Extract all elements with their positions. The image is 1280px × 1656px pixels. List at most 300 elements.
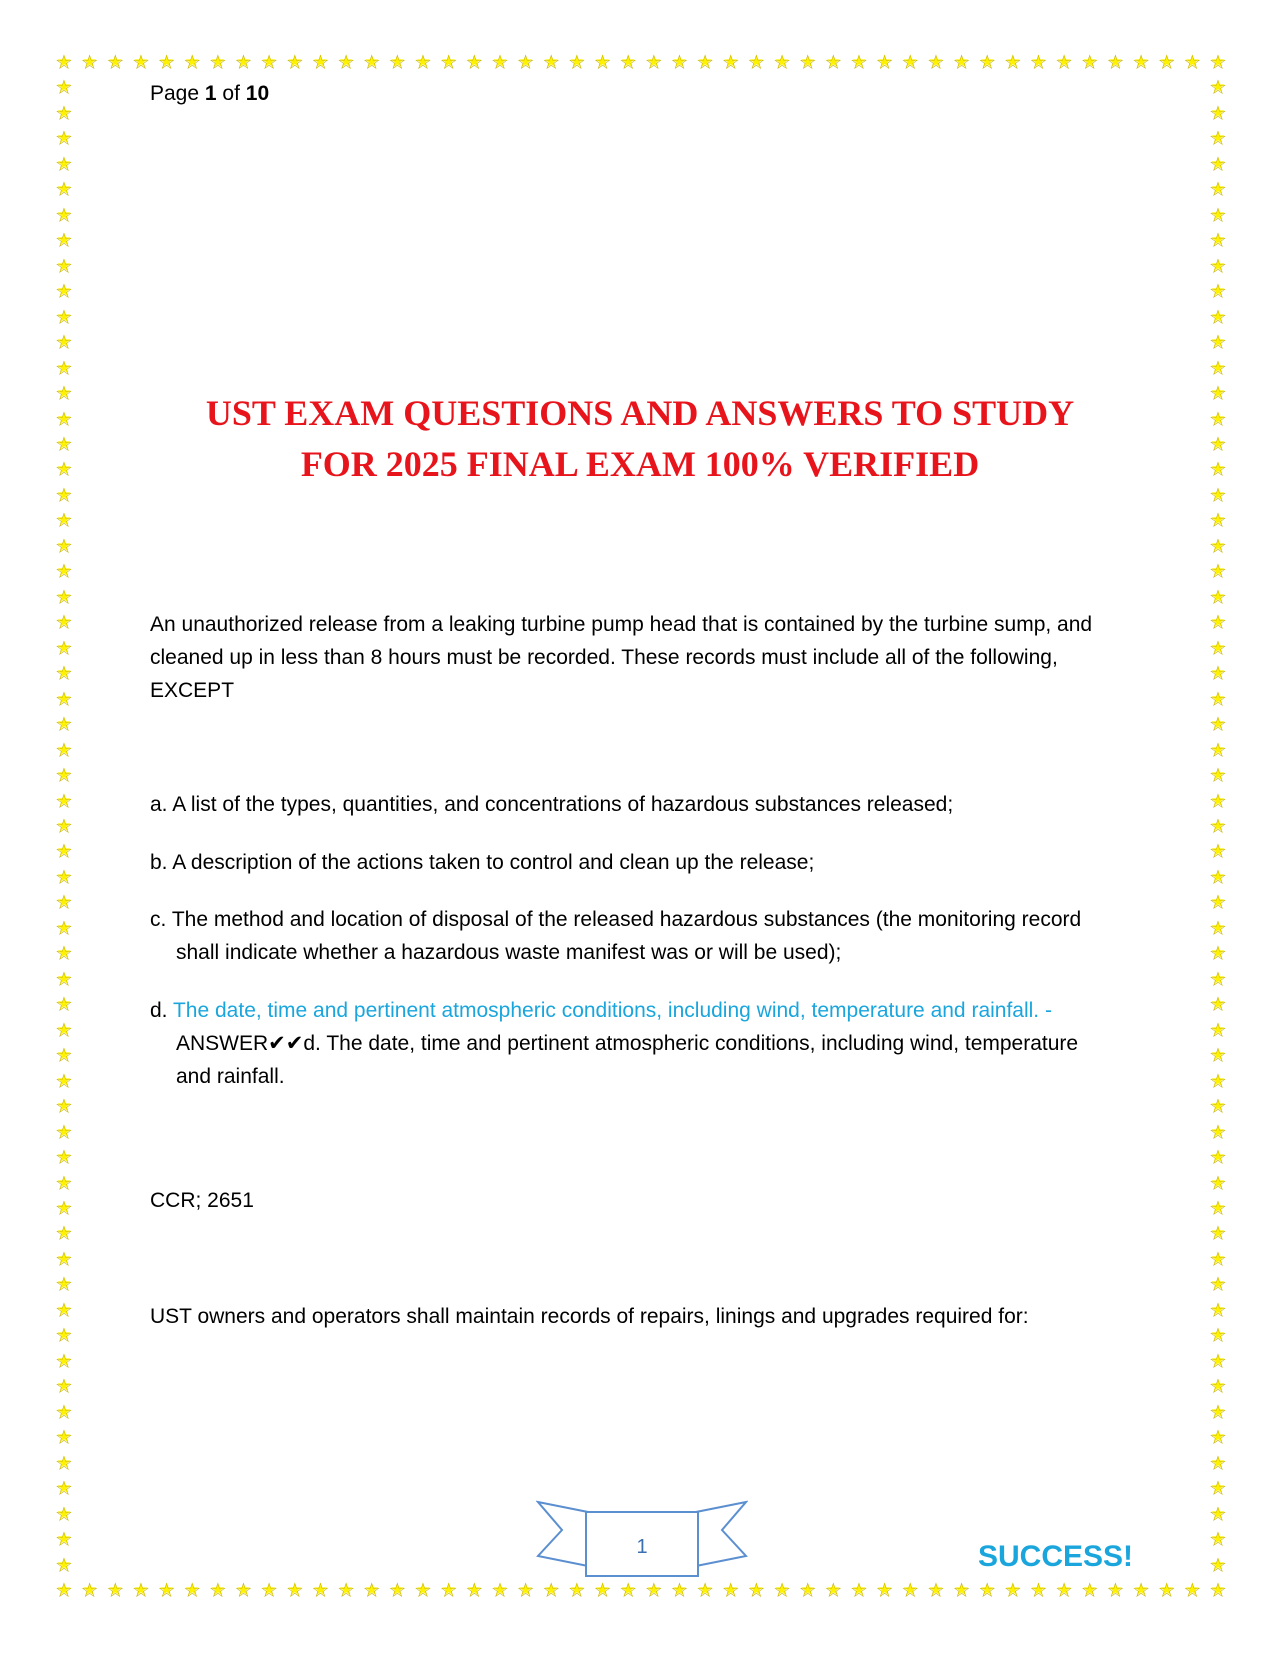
star-icon [1208,867,1228,887]
star-icon [80,52,100,72]
star-icon [1208,1300,1228,1320]
star-icon [54,536,74,556]
option-b-text: A description of the actions taken to control and clean up the release; [172,851,815,874]
star-icon [54,1555,74,1575]
star-icon [54,510,74,530]
star-icon [387,52,407,72]
star-icon [669,52,689,72]
star-icon [1105,52,1125,72]
star-icon [490,1580,510,1600]
star-icon [1208,1096,1228,1116]
star-icon [1208,205,1228,225]
star-icon [1157,52,1177,72]
star-icon [54,612,74,632]
star-icon [54,128,74,148]
option-a-text: A list of the types, quantities, and concentrations of hazardous substances released; [172,793,954,816]
star-icon [54,892,74,912]
star-icon [54,205,74,225]
star-icon [157,52,177,72]
star-icon [54,1325,74,1345]
star-icon [1208,459,1228,479]
star-icon [1131,52,1151,72]
star-icon [54,663,74,683]
star-icon [54,969,74,989]
star-icon [1208,52,1228,72]
star-icon [1208,1020,1228,1040]
star-icon [900,52,920,72]
star-icon [54,1122,74,1142]
star-icon [464,52,484,72]
star-icon [1208,969,1228,989]
star-icon [1182,52,1202,72]
star-icon [413,52,433,72]
page-prefix: Page [150,82,200,105]
star-icon [54,383,74,403]
star-icon [54,1249,74,1269]
star-icon [1208,1147,1228,1167]
star-icon [1208,1529,1228,1549]
star-icon [593,1580,613,1600]
star-icon [1208,663,1228,683]
star-icon [54,1580,74,1600]
star-icon [541,52,561,72]
star-icon [54,358,74,378]
document-title [140,388,1140,490]
star-icon [54,1147,74,1167]
option-c-text: The method and location of disposal of the released hazardous substances (the monitoring record shall indicate whether a hazardous waste manifest was or will be used); [171,908,1082,964]
star-icon [182,52,202,72]
star-icon [1131,1580,1151,1600]
star-icon [849,1580,869,1600]
star-icon [1208,1071,1228,1091]
star-icon [310,1580,330,1600]
star-icon [54,281,74,301]
star-icon [54,1300,74,1320]
star-icon [1208,383,1228,403]
star-icon [1028,52,1048,72]
star-icon [54,1173,74,1193]
star-icon [54,1223,74,1243]
star-icon [208,52,228,72]
star-icon [54,459,74,479]
star-icon [54,1580,74,1600]
star-icon [1208,1478,1228,1498]
title-line-1: UST EXAM QUESTIONS AND ANSWERS TO STUDY [205,393,1075,433]
star-icon [310,52,330,72]
star-icon [54,1071,74,1091]
star-icon [54,816,74,836]
star-icon [1208,1045,1228,1065]
star-icon [54,154,74,174]
star-icon [54,383,74,403]
star-icon [439,1580,459,1600]
star-icon [1080,1580,1100,1600]
star-icon [875,52,895,72]
star-icon [1208,179,1228,199]
star-icon [54,1198,74,1218]
star-icon [1105,52,1125,72]
star-icon [746,52,766,72]
star-icon [182,1580,202,1600]
star-icon [54,1376,74,1396]
star-icon [54,994,74,1014]
star-icon [54,52,74,72]
star-icon [80,52,100,72]
star-icon [823,1580,843,1600]
star-icon [1208,1274,1228,1294]
page-total: 10 [245,82,270,105]
star-icon [285,52,305,72]
star-icon [54,485,74,505]
star-icon [1208,892,1228,912]
star-icon [54,1402,74,1422]
star-icon [1182,1580,1202,1600]
star-icon [695,1580,715,1600]
star-icon [131,1580,151,1600]
star-icon [1208,1555,1228,1575]
star-icon [387,1580,407,1600]
star-icon [54,918,74,938]
star-icon [1208,179,1228,199]
star-icon [1208,841,1228,861]
star-icon [54,1223,74,1243]
star-icon [54,867,74,887]
star-icon [54,256,74,276]
star-icon [387,1580,407,1600]
star-icon [1208,740,1228,760]
star-icon [1028,1580,1048,1600]
star-icon [54,409,74,429]
star-icon [54,892,74,912]
star-icon [54,1147,74,1167]
star-icon [54,1274,74,1294]
star-icon [54,689,74,709]
star-icon [1003,52,1023,72]
star-icon [54,1453,74,1473]
star-icon [54,740,74,760]
footer-page-number: 1 [636,1536,648,1558]
star-icon [157,52,177,72]
star-icon [798,52,818,72]
star-icon [54,561,74,581]
star-icon [1208,281,1228,301]
star-icon [285,52,305,72]
star-icon [1054,52,1074,72]
star-icon [464,52,484,72]
star-icon [1208,230,1228,250]
star-icon [516,52,536,72]
star-icon [926,1580,946,1600]
star-icon [1208,1580,1228,1600]
star-icon [1208,358,1228,378]
star-icon [157,1580,177,1600]
star-icon [1208,77,1228,97]
star-icon [1208,128,1228,148]
star-icon [1208,1325,1228,1345]
star-icon [54,256,74,276]
star-icon [593,52,613,72]
star-icon [1208,358,1228,378]
star-icon [1208,892,1228,912]
star-icon [772,1580,792,1600]
star-icon [157,1580,177,1600]
star-icon [798,1580,818,1600]
star-icon [1105,1580,1125,1600]
star-icon [1208,434,1228,454]
star-icon [1028,1580,1048,1600]
star-icon [1208,943,1228,963]
star-icon [1208,536,1228,556]
star-icon [516,1580,536,1600]
star-icon [54,1071,74,1091]
star-icon [1054,52,1074,72]
star-icon [618,1580,638,1600]
page-current: 1 [204,82,217,105]
star-icon [823,1580,843,1600]
star-icon [1208,969,1228,989]
star-icon [1208,1351,1228,1371]
star-icon [1054,1580,1074,1600]
star-icon [131,1580,151,1600]
star-icon [54,816,74,836]
star-icon [1080,52,1100,72]
star-icon [54,128,74,148]
option-c [150,903,1110,969]
star-icon [54,332,74,352]
star-icon [54,918,74,938]
star-icon [1208,1147,1228,1167]
star-icon [1157,52,1177,72]
star-icon [1208,587,1228,607]
star-icon [1208,536,1228,556]
star-icon [362,52,382,72]
star-icon [567,52,587,72]
star-icon [1208,1427,1228,1447]
star-icon [1208,1504,1228,1524]
star-icon [1208,1249,1228,1269]
star-icon [439,1580,459,1600]
star-icon [798,52,818,72]
reference-text: CCR; 2651 [150,1189,254,1212]
star-icon [1208,1504,1228,1524]
star-icon [54,459,74,479]
star-icon [567,52,587,72]
star-icon [952,52,972,72]
star-icon [1208,994,1228,1014]
star-icon [182,52,202,72]
star-icon [54,1504,74,1524]
star-icon [1208,154,1228,174]
option-b [150,846,1110,879]
star-icon [618,52,638,72]
star-icon [54,714,74,734]
star-icon [234,1580,254,1600]
star-icon [54,307,74,327]
star-icon [131,52,151,72]
star-icon [1208,561,1228,581]
star-icon [644,1580,664,1600]
star-icon [54,994,74,1014]
star-icon [1208,510,1228,530]
star-icon [131,52,151,72]
star-icon [1208,409,1228,429]
star-icon [1208,740,1228,760]
star-icon [54,1173,74,1193]
star-icon [1208,663,1228,683]
star-icon [54,943,74,963]
star-icon [772,1580,792,1600]
star-icon [54,510,74,530]
star-icon [54,612,74,632]
star-icon [516,52,536,72]
star-icon [208,1580,228,1600]
star-icon [54,638,74,658]
star-icon [567,1580,587,1600]
star-icon [259,1580,279,1600]
star-icon [54,536,74,556]
star-icon [1208,943,1228,963]
star-icon [516,1580,536,1600]
option-d [150,994,1110,1093]
star-icon [721,1580,741,1600]
star-icon [439,52,459,72]
star-icon [1003,1580,1023,1600]
star-icon [1208,689,1228,709]
star-icon [464,1580,484,1600]
star-icon [362,1580,382,1600]
star-icon [669,1580,689,1600]
star-icon [105,1580,125,1600]
star-icon [54,179,74,199]
star-icon [54,1096,74,1116]
star-icon [1208,1274,1228,1294]
star-icon [54,230,74,250]
star-icon [54,358,74,378]
star-icon [54,1274,74,1294]
star-icon [54,1325,74,1345]
star-icon [1208,52,1228,72]
star-icon [1208,307,1228,327]
star-icon [234,52,254,72]
star-icon [593,1580,613,1600]
star-icon [1208,154,1228,174]
star-icon [1208,791,1228,811]
star-icon [849,52,869,72]
star-icon [54,1504,74,1524]
star-icon [54,638,74,658]
star-icon [1208,1223,1228,1243]
star-icon [1208,230,1228,250]
star-icon [1208,638,1228,658]
star-icon [977,52,997,72]
star-icon [823,52,843,72]
star-icon [644,1580,664,1600]
star-icon [1182,1580,1202,1600]
star-icon [54,969,74,989]
star-icon [1208,1555,1228,1575]
star-icon [234,52,254,72]
star-icon [1208,816,1228,836]
star-icon [54,281,74,301]
star-icon [310,1580,330,1600]
question-2-text: UST owners and operators shall maintain records of repairs, linings and upgrades required for: [150,1305,1029,1328]
star-icon [1208,1351,1228,1371]
star-icon [54,103,74,123]
star-icon [644,52,664,72]
star-icon [1028,52,1048,72]
star-icon [54,587,74,607]
star-icon [1208,459,1228,479]
star-icon [875,1580,895,1600]
star-icon [1208,77,1228,97]
star-icon [1208,1122,1228,1142]
star-icon [1208,383,1228,403]
star-icon [54,434,74,454]
star-icon [1208,1198,1228,1218]
star-icon [1208,714,1228,734]
star-icon [80,1580,100,1600]
star-icon [54,765,74,785]
option-d-text: The date, time and pertinent atmospheric conditions, including wind, temperature and rainfall. - [172,999,1052,1022]
star-icon [54,154,74,174]
star-icon [1105,1580,1125,1600]
star-icon [54,1478,74,1498]
star-icon [772,52,792,72]
star-icon [54,1529,74,1549]
star-icon [1208,1453,1228,1473]
star-icon [1208,841,1228,861]
star-icon [1208,1402,1228,1422]
star-icon [721,52,741,72]
star-icon [54,1376,74,1396]
star-icon [54,740,74,760]
star-icon [105,52,125,72]
star-icon [54,765,74,785]
star-icon [875,1580,895,1600]
star-icon [259,1580,279,1600]
star-icon [1208,816,1228,836]
star-icon [285,1580,305,1600]
star-icon [208,1580,228,1600]
star-icon [54,1529,74,1549]
star-icon [54,867,74,887]
title-line-2: FOR 2025 FINAL EXAM 100% VERIFIED [300,444,980,484]
star-icon [618,1580,638,1600]
star-icon [1208,485,1228,505]
star-icon [1208,714,1228,734]
star-icon [1208,1173,1228,1193]
star-icon [1208,791,1228,811]
star-icon [336,52,356,72]
star-icon [1182,52,1202,72]
star-icon [1208,918,1228,938]
star-icon [541,1580,561,1600]
star-icon [1208,1045,1228,1065]
star-icon [1208,409,1228,429]
star-icon [1208,128,1228,148]
star-icon [567,1580,587,1600]
star-icon [1208,765,1228,785]
star-icon [952,1580,972,1600]
star-icon [1054,1580,1074,1600]
star-icon [54,1402,74,1422]
star-icon [54,205,74,225]
star-icon [1208,1427,1228,1447]
star-icon [746,1580,766,1600]
star-icon [798,1580,818,1600]
star-icon [54,791,74,811]
star-icon [54,1427,74,1447]
